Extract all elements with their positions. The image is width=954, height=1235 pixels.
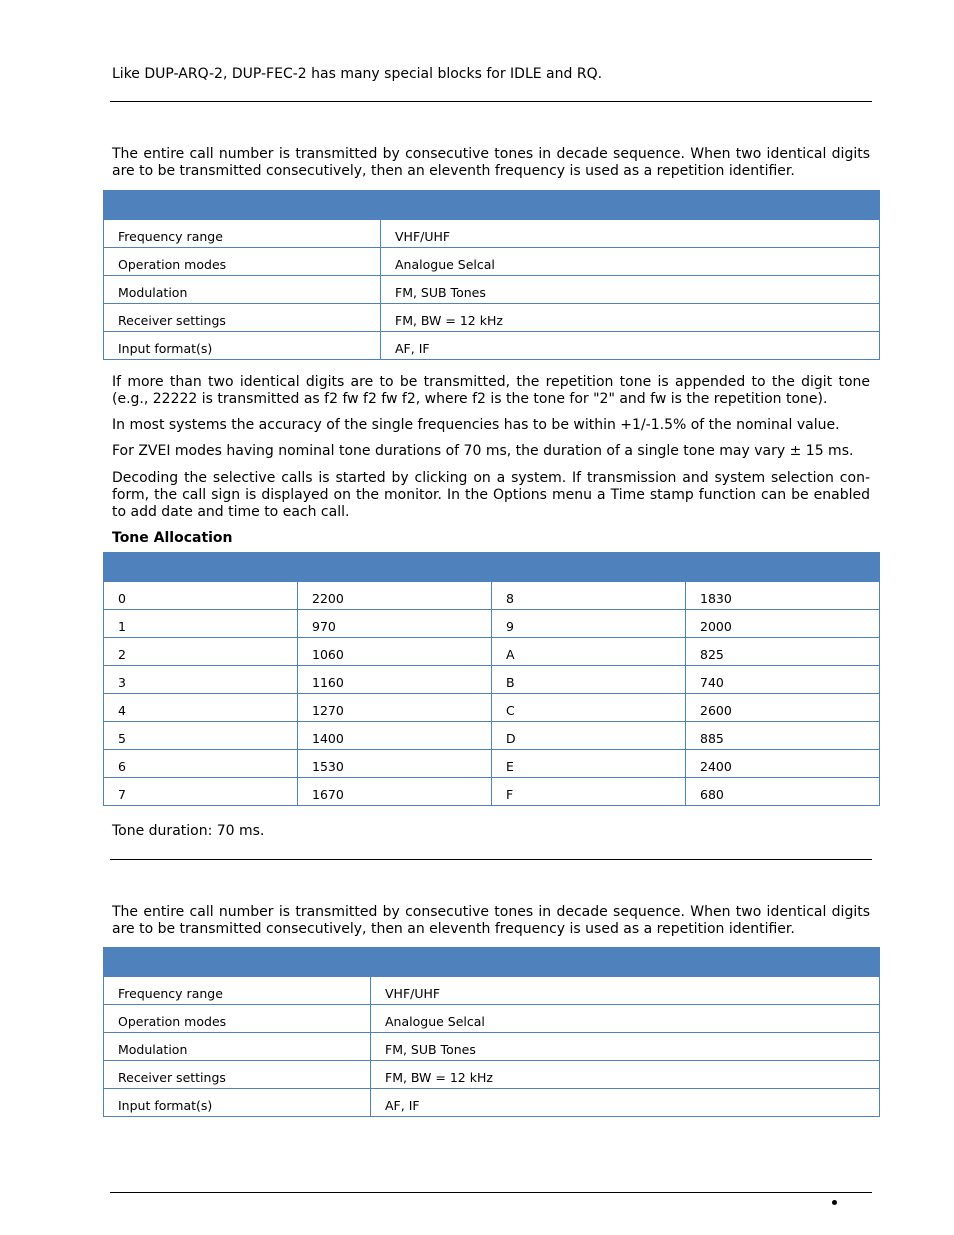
section2-paragraph: The entire call number is transmitted by consecutive tones in decade sequence. When two identical digits are to be transmitted consecutively, then an eleventh frequency is used as a repetition identifier. — [112, 904, 870, 937]
tone-frequency: 2200 — [298, 582, 492, 610]
tone-digit: E — [492, 750, 686, 778]
accuracy-paragraph: In most systems the accuracy of the single frequencies has to be within +1/-1.5% of the nominal value. — [112, 417, 840, 433]
table-row — [104, 1033, 880, 1061]
tone-frequency: 1160 — [298, 666, 492, 694]
tone-duration-text: Tone duration: 70 ms. — [112, 823, 265, 839]
table-row — [104, 750, 880, 778]
table-header-row — [104, 553, 880, 582]
tone-frequency: 740 — [686, 666, 880, 694]
table-row — [104, 1089, 880, 1117]
tone-frequency: 1400 — [298, 722, 492, 750]
spec-value: Analogue Selcal — [381, 248, 880, 276]
spec-value: Analogue Selcal — [371, 1005, 880, 1033]
tone-frequency: 2400 — [686, 750, 880, 778]
table-row — [104, 220, 880, 248]
spec-label: Modulation — [104, 276, 381, 304]
footer-divider — [110, 1192, 872, 1193]
tone-frequency: 1830 — [686, 582, 880, 610]
spec-label: Operation modes — [104, 1005, 371, 1033]
repetition-paragraph: If more than two identical digits are to be transmitted, the repetition tone is appended to the digit tone (e.g., 22222 is transmitted as f2 fw f2 fw f2, where f2 is the tone for "2" and fw is the repetition tone). — [112, 374, 870, 407]
table-row — [104, 248, 880, 276]
spec-value: AF, IF — [381, 332, 880, 360]
spec-value: VHF/UHF — [371, 977, 880, 1005]
tone-digit: 0 — [104, 582, 298, 610]
table-row — [104, 304, 880, 332]
decoding-paragraph: Decoding the selective calls is started by clicking on a system. If transmission and system selection con-form, the call sign is displayed on the monitor. In the Options menu a Time stamp function can be enabled to add date and time to each call. — [112, 470, 870, 520]
tone-frequency: 970 — [298, 610, 492, 638]
tone-frequency: 885 — [686, 722, 880, 750]
spec-value: VHF/UHF — [381, 220, 880, 248]
table-row — [104, 977, 880, 1005]
table-row — [104, 276, 880, 304]
table-row — [104, 582, 880, 610]
tone-digit: 9 — [492, 610, 686, 638]
tone-frequency: 1060 — [298, 638, 492, 666]
spec-value: FM, BW = 12 kHz — [371, 1061, 880, 1089]
tone-frequency: 680 — [686, 778, 880, 806]
tone-frequency: 1530 — [298, 750, 492, 778]
tone-digit: D — [492, 722, 686, 750]
tone-digit: 5 — [104, 722, 298, 750]
tone-digit: 3 — [104, 666, 298, 694]
tone-allocation-table — [103, 552, 880, 806]
tone-digit: F — [492, 778, 686, 806]
spec-value: FM, BW = 12 kHz — [381, 304, 880, 332]
tone-digit: 1 — [104, 610, 298, 638]
spec-label: Input format(s) — [104, 1089, 371, 1117]
spec-value: FM, SUB Tones — [371, 1033, 880, 1061]
tone-digit: 4 — [104, 694, 298, 722]
table-row — [104, 332, 880, 360]
spec-label: Frequency range — [104, 977, 371, 1005]
tone-digit: A — [492, 638, 686, 666]
table-row — [104, 638, 880, 666]
tone-frequency: 1670 — [298, 778, 492, 806]
section2-spec-table — [103, 947, 880, 1117]
table-row — [104, 666, 880, 694]
table-row — [104, 1061, 880, 1089]
tone-digit: 2 — [104, 638, 298, 666]
spec-label: Modulation — [104, 1033, 371, 1061]
spec-label: Frequency range — [104, 220, 381, 248]
tone-allocation-heading: Tone Allocation — [112, 530, 233, 546]
section-divider — [110, 859, 872, 860]
spec-label: Receiver settings — [104, 1061, 371, 1089]
table-row — [104, 1005, 880, 1033]
spec-value: AF, IF — [371, 1089, 880, 1117]
section-divider — [110, 101, 872, 102]
tone-digit: 6 — [104, 750, 298, 778]
tone-frequency: 825 — [686, 638, 880, 666]
section1-paragraph: The entire call number is transmitted by consecutive tones in decade sequence. When two identical digits are to be transmitted consecutively, then an eleventh frequency is used as a repetition identifier. — [112, 146, 870, 179]
table-row — [104, 778, 880, 806]
spec-label: Receiver settings — [104, 304, 381, 332]
table-row — [104, 610, 880, 638]
tone-digit: 7 — [104, 778, 298, 806]
intro-line: Like DUP-ARQ-2, DUP-FEC-2 has many special blocks for IDLE and RQ. — [112, 66, 603, 82]
table-row — [104, 694, 880, 722]
tone-digit: B — [492, 666, 686, 694]
table-header-row — [104, 191, 880, 220]
table-row — [104, 722, 880, 750]
tone-digit: 8 — [492, 582, 686, 610]
tone-frequency: 2600 — [686, 694, 880, 722]
spec-value: FM, SUB Tones — [381, 276, 880, 304]
tone-digit: C — [492, 694, 686, 722]
tone-frequency: 2000 — [686, 610, 880, 638]
duration-paragraph: For ZVEI modes having nominal tone durations of 70 ms, the duration of a single tone may vary ± 15 ms. — [112, 443, 854, 459]
spec-label: Input format(s) — [104, 332, 381, 360]
section1-spec-table — [103, 190, 880, 360]
tone-frequency: 1270 — [298, 694, 492, 722]
table-header-row — [104, 948, 880, 977]
spec-label: Operation modes — [104, 248, 381, 276]
footer-bullet — [832, 1200, 837, 1205]
